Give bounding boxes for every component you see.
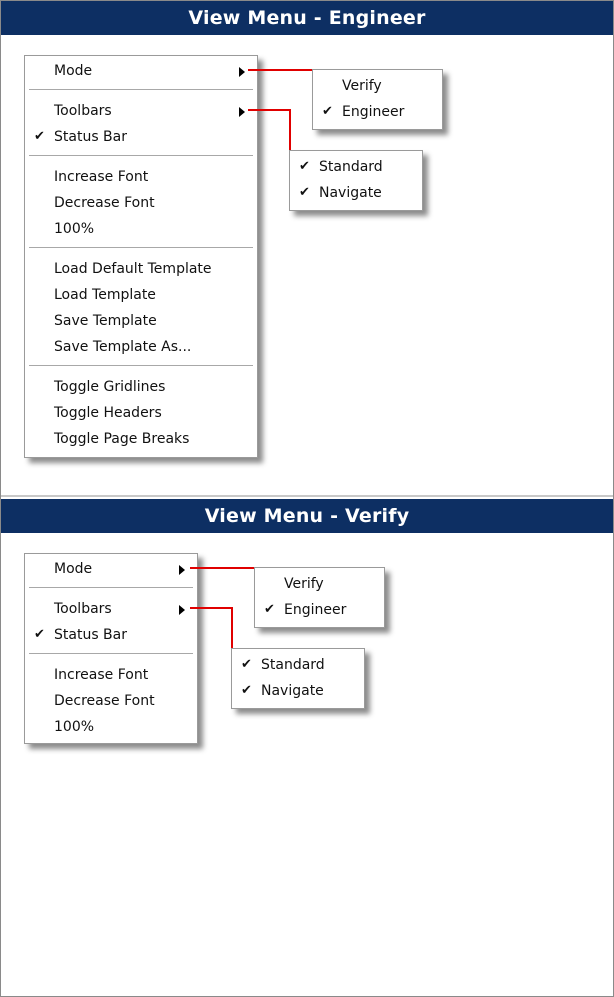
menu-item-label: Toggle Headers bbox=[54, 405, 162, 421]
menu-item-label: Engineer bbox=[342, 104, 405, 120]
menu-item-label: Verify bbox=[342, 78, 382, 94]
submenu-arrow-icon bbox=[179, 565, 185, 575]
engineer-view-menu bbox=[24, 55, 258, 458]
checkmark-icon: ✔ bbox=[299, 159, 310, 174]
menu-separator bbox=[29, 587, 193, 589]
menu-item-label: Standard bbox=[319, 159, 383, 175]
submenu-item-verify[interactable] bbox=[313, 73, 442, 99]
panel-divider bbox=[1, 495, 613, 497]
menu-item-label: Engineer bbox=[284, 602, 347, 618]
submenu-item-navigate[interactable] bbox=[232, 678, 364, 704]
menu-item-label: Save Template As... bbox=[54, 339, 192, 355]
submenu-item-engineer[interactable] bbox=[255, 597, 384, 623]
menu-item-save-template-as[interactable] bbox=[25, 334, 257, 360]
menu-item-label: Load Template bbox=[54, 287, 156, 303]
menu-item-status-bar[interactable] bbox=[25, 124, 257, 150]
menu-item-toolbars[interactable] bbox=[25, 98, 257, 124]
verify-panel-title: View Menu - Verify bbox=[1, 499, 613, 533]
submenu-arrow-icon bbox=[179, 605, 185, 615]
checkmark-icon: ✔ bbox=[241, 683, 252, 698]
checkmark-icon: ✔ bbox=[34, 129, 45, 144]
checkmark-icon: ✔ bbox=[34, 627, 45, 642]
menu-item-label: Status Bar bbox=[54, 627, 128, 643]
submenu-item-engineer[interactable] bbox=[313, 99, 442, 125]
menu-item-toolbars[interactable] bbox=[25, 596, 197, 622]
menu-item-label: Navigate bbox=[319, 185, 382, 201]
menu-separator bbox=[29, 365, 253, 367]
menu-item-label: Decrease Font bbox=[54, 693, 155, 709]
menu-item-save-template[interactable] bbox=[25, 308, 257, 334]
submenu-item-navigate[interactable] bbox=[290, 180, 422, 206]
menu-item-load-default-template[interactable] bbox=[25, 256, 257, 282]
menu-item-label: Navigate bbox=[261, 683, 324, 699]
submenu-item-standard[interactable] bbox=[232, 652, 364, 678]
menu-item-label: Toolbars bbox=[54, 103, 112, 119]
menu-item-increase-font[interactable] bbox=[25, 164, 257, 190]
engineer-panel-title: View Menu - Engineer bbox=[1, 1, 613, 35]
menu-item-label: 100% bbox=[54, 221, 95, 237]
checkmark-icon: ✔ bbox=[322, 104, 333, 119]
engineer-toolbars-submenu bbox=[289, 150, 423, 211]
menu-item-label: Increase Font bbox=[54, 667, 149, 683]
menu-item-decrease-font[interactable] bbox=[25, 190, 257, 216]
engineer-mode-submenu bbox=[312, 69, 443, 130]
menu-item-label: Mode bbox=[54, 63, 93, 79]
menu-item-load-template[interactable] bbox=[25, 282, 257, 308]
menu-item-label: Toolbars bbox=[54, 601, 112, 617]
submenu-item-standard[interactable] bbox=[290, 154, 422, 180]
menu-item-increase-font[interactable] bbox=[25, 662, 197, 688]
menu-item-toggle-headers[interactable] bbox=[25, 400, 257, 426]
menu-item-label: Toggle Page Breaks bbox=[54, 431, 190, 447]
menu-item-mode[interactable] bbox=[25, 556, 197, 582]
menu-item-status-bar[interactable] bbox=[25, 622, 197, 648]
menu-item-label: Increase Font bbox=[54, 169, 149, 185]
menu-separator bbox=[29, 155, 253, 157]
menu-item-zoom-100[interactable] bbox=[25, 714, 197, 740]
menu-separator bbox=[29, 653, 193, 655]
menu-item-mode[interactable] bbox=[25, 58, 257, 84]
menu-separator bbox=[29, 89, 253, 91]
menu-item-label: Standard bbox=[261, 657, 325, 673]
menu-item-label: 100% bbox=[54, 719, 95, 735]
menu-item-toggle-gridlines[interactable] bbox=[25, 374, 257, 400]
menu-item-decrease-font[interactable] bbox=[25, 688, 197, 714]
menu-item-label: Load Default Template bbox=[54, 261, 212, 277]
menu-item-label: Toggle Gridlines bbox=[54, 379, 166, 395]
checkmark-icon: ✔ bbox=[264, 602, 275, 617]
verify-toolbars-submenu bbox=[231, 648, 365, 709]
menu-item-label: Mode bbox=[54, 561, 93, 577]
verify-view-menu bbox=[24, 553, 198, 744]
menu-item-label: Verify bbox=[284, 576, 324, 592]
menu-item-label: Save Template bbox=[54, 313, 157, 329]
menu-item-toggle-page-breaks[interactable] bbox=[25, 426, 257, 452]
submenu-arrow-icon bbox=[239, 67, 245, 77]
checkmark-icon: ✔ bbox=[299, 185, 310, 200]
submenu-arrow-icon bbox=[239, 107, 245, 117]
menu-item-label: Status Bar bbox=[54, 129, 128, 145]
menu-separator bbox=[29, 247, 253, 249]
checkmark-icon: ✔ bbox=[241, 657, 252, 672]
menu-item-label: Decrease Font bbox=[54, 195, 155, 211]
menu-item-zoom-100[interactable] bbox=[25, 216, 257, 242]
submenu-item-verify[interactable] bbox=[255, 571, 384, 597]
verify-mode-submenu bbox=[254, 567, 385, 628]
